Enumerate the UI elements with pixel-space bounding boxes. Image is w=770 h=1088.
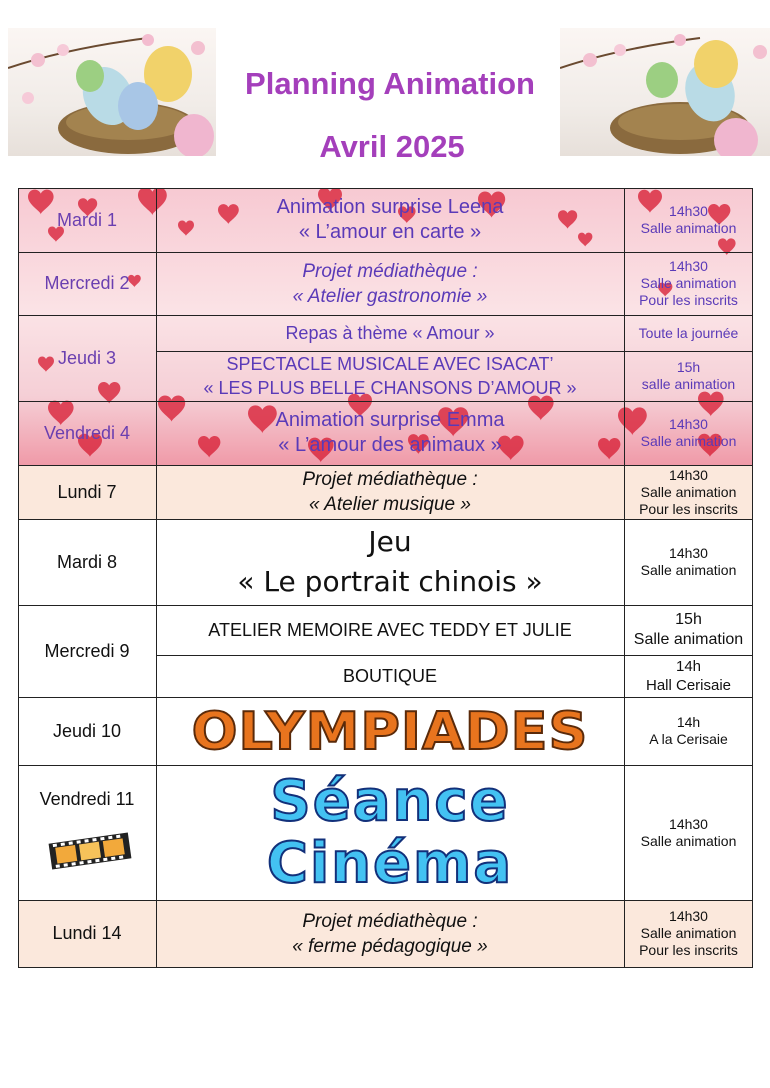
activity-cell: Animation surprise Emma « L’amour des animaux » [275,409,505,456]
time-cell: 14h30 Salle animation [640,416,737,449]
page-title: Planning Animation [245,66,535,101]
table-border [156,655,753,656]
day-cell: Jeudi 10 [52,720,122,741]
day-cell: Mercredi 9 [44,640,130,661]
time-cell: 15h Salle animation [633,611,744,648]
time-cell: 14h30 Salle animation [640,545,737,578]
table-border [624,188,625,968]
activity-cell: Projet médiathèque : « Atelier musique » [302,469,478,515]
film-strip-icon [48,830,132,877]
activity-cell: SPECTACLE MUSICALE AVEC ISACAT’ « LES PLUS BELLE CHANSONS D’AMOUR » [203,354,577,398]
table-border [18,188,753,189]
day-cell: Lundi 7 [57,481,117,502]
time-cell: 14h30 Salle animation Pour les inscrits [639,466,738,517]
time-cell: 14h30 Salle animation [640,203,737,236]
table-border [18,605,753,606]
day-cell: Lundi 14 [52,923,122,943]
time-cell: 14h A la Cerisaie [649,714,728,747]
table-border [18,519,753,520]
activity-cell: ATELIER MEMOIRE AVEC TEDDY ET JULIE [208,619,572,640]
activity-cell: Projet médiathèque : « ferme pédagogique » [292,910,488,957]
activity-cell: Animation surprise Leena « L’amour en carte » [276,196,504,243]
activity-cell: BOUTIQUE [342,665,437,686]
day-cell: Mardi 8 [56,551,118,572]
table-border [156,351,753,352]
day-cell: Mardi 1 [56,209,118,230]
table-border [18,252,753,253]
time-cell: 14h30 Salle animation Pour les inscrits [639,908,738,958]
time-cell: 14h Hall Cerisaie [645,658,732,694]
time-cell: Toute la journée [638,324,739,341]
activity-cell: Repas à thème « Amour » [285,322,495,343]
day-cell: Mercredi 2 [44,273,130,293]
table-border [18,967,753,968]
table-border [18,900,753,901]
day-cell: Vendredi 4 [43,422,131,443]
time-cell: 15h salle animation [641,359,736,392]
table-border [18,188,19,968]
table-border [18,765,753,766]
day-cell: Jeudi 3 [57,347,117,368]
activity-cell: Séance Cinéma [266,768,514,896]
table-border [18,401,753,402]
time-cell: 14h30 Salle animation [640,815,737,849]
table-border [18,315,753,316]
activity-cell: Jeu « Le portrait chinois » [237,525,543,598]
table-border [18,465,753,466]
table-border [156,188,157,968]
page-subtitle: Avril 2025 [319,129,465,164]
table-border [752,188,753,968]
activity-cell: OLYMPIADES [191,701,589,761]
activity-cell: Projet médiathèque : « Atelier gastronomie » [292,260,488,307]
time-cell: 14h30 Salle animation Pour les inscrits [639,258,738,308]
day-cell: Vendredi 11 [39,789,135,809]
table-border [18,697,753,698]
